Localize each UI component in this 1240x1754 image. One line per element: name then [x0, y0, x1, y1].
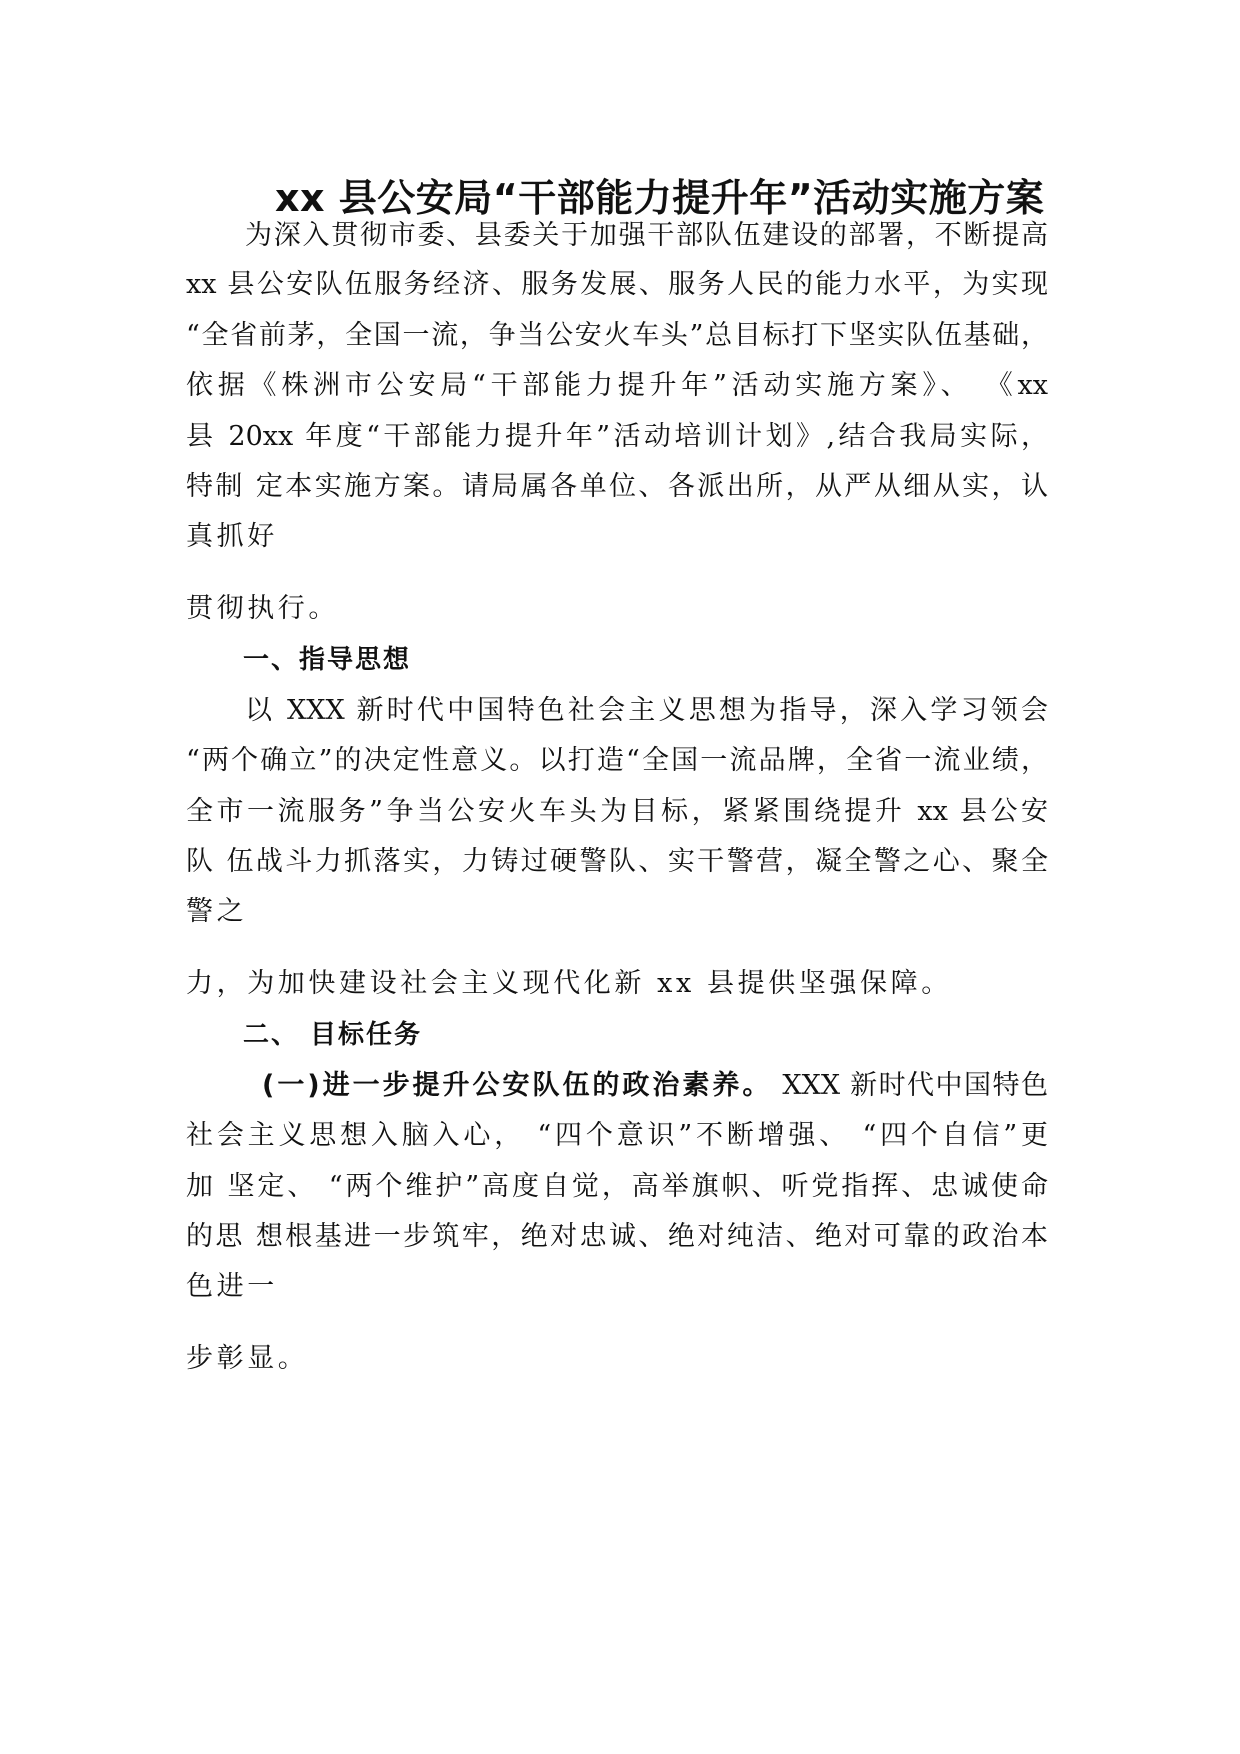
item1-line-2: 社会主义思想入脑入心， “四个意识”不断增强、 “四个自信”更 — [186, 1120, 1048, 1151]
section-heading-guiding-thought: 一、指导思想 — [243, 645, 412, 675]
intro-line-5: 县 20xx 年度“干部能力提升年”活动培训计划》,结合我局实际， — [186, 421, 1048, 452]
intro-line-2: xx 县公安队伍服务经济、服务发展、服务人民的能力水平，为实现 — [186, 269, 1048, 300]
item1-line-4: 的思 想根基进一步筑牢，绝对忠诚、绝对纯洁、绝对可靠的政治本 — [186, 1221, 1048, 1252]
document-title: xx 县公安局“干部能力提升年”活动实施方案 — [275, 176, 1045, 220]
item1-line-6: 步彰显。 — [186, 1343, 309, 1374]
intro-line-1: 为深入贯彻市委、县委关于加强干部队伍建设的部署，不断提高 — [245, 220, 1048, 251]
section1-line-3: 全市一流服务”争当公安火车头为目标，紧紧围绕提升 xx 县公安 — [186, 796, 1048, 827]
item1-first-line-text: XXX 新时代中国特色 — [772, 1070, 1048, 1101]
section1-line-6: 力，为加快建设社会主义现代化新 xx 县提供坚强保障。 — [186, 968, 952, 999]
intro-line-8: 贯彻执行。 — [186, 593, 339, 624]
item1-line-1 — [262, 1066, 1048, 1106]
item1-line-3: 加 坚定、 “两个维护”高度自觉，高举旗帜、听党指挥、忠诚使命 — [186, 1171, 1048, 1202]
item1-line-5: 色进一 — [186, 1271, 278, 1302]
section1-line-2: “两个确立”的决定性意义。以打造“全国一流品牌，全省一流业绩， — [186, 745, 1048, 776]
item1-heading: (一)进一步提升公安队伍的政治素养。 — [262, 1070, 773, 1101]
intro-line-6: 特制 定本实施方案。请局属各单位、各派出所，从严从细从实，认 — [186, 471, 1048, 502]
section1-line-1: 以 XXX 新时代中国特色社会主义思想为指导，深入学习领会 — [245, 695, 1048, 726]
section1-line-5: 警之 — [186, 896, 248, 927]
intro-line-7: 真抓好 — [186, 521, 278, 552]
intro-line-3: “全省前茅，全国一流，争当公安火车头”总目标打下坚实队伍基础， — [186, 320, 1048, 351]
intro-line-4: 依据《株洲市公安局“干部能力提升年”活动实施方案》、 《xx — [186, 370, 1048, 401]
section1-line-4: 队 伍战斗力抓落实，力铸过硬警队、实干警营，凝全警之心、聚全 — [186, 846, 1048, 877]
section-heading-goals-tasks: 二、 目标任务 — [243, 1020, 423, 1050]
